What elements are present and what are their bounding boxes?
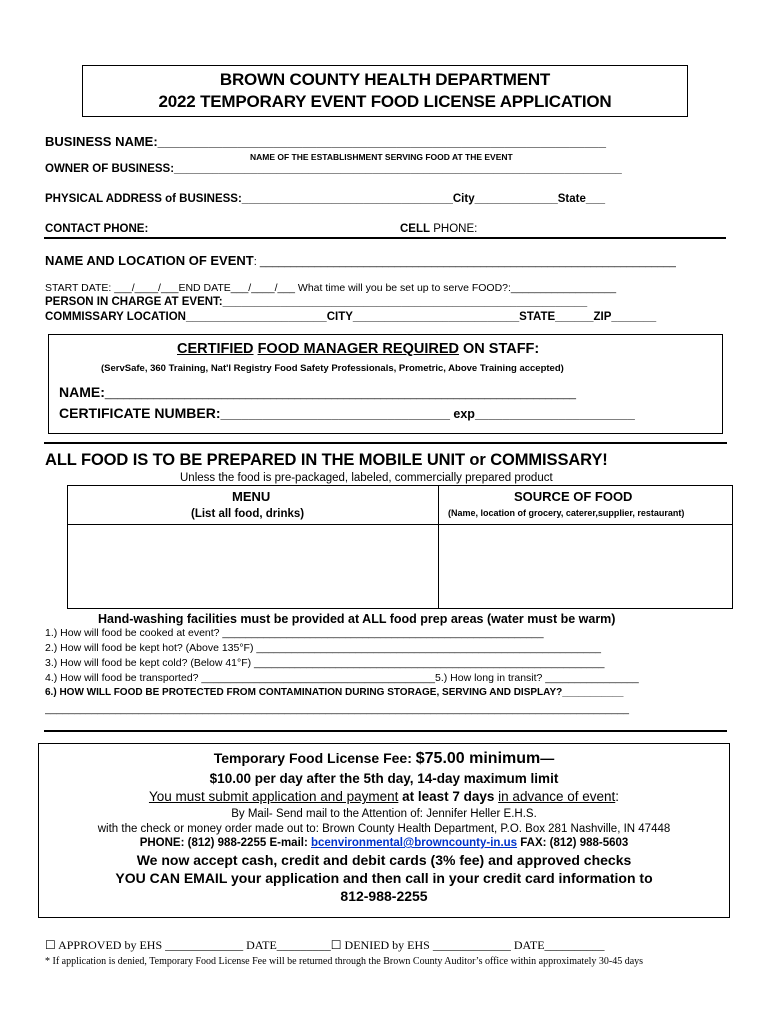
food-prep-subline: Unless the food is pre-packaged, labeled, commercially prepared product (180, 472, 553, 484)
commissary-field[interactable]: COMMISSARY LOCATION______________________CITY__________________________STATE______ZIP_______ (45, 311, 657, 323)
physical-address-field[interactable]: PHYSICAL ADDRESS of BUSINESS:_________________________________City_____________State___ (45, 193, 606, 205)
food-prep-headline: ALL FOOD IS TO BE PREPARED IN THE MOBILE UNIT or COMMISSARY! (45, 451, 608, 469)
cert-number-label: CERTIFICATE NUMBER: (59, 405, 221, 421)
submit-part1: You must submit application and payment (148, 789, 399, 804)
fee-label: Temporary Food License Fee: (213, 750, 416, 766)
submit-part2: at least 7 days (398, 789, 499, 804)
business-name-field[interactable]: BUSINESS NAME:______________________________________________________________ (45, 134, 606, 149)
table-divider-vertical (438, 486, 439, 608)
cert-name-field[interactable] (59, 384, 576, 400)
payment-accept-line: We now accept cash, credit and debit cards (3% fee) and approved checks (136, 852, 632, 868)
question-6[interactable]: 6.) HOW WILL FOOD BE PROTECTED FROM CONTAMINATION DURING STORAGE, SERVING AND DISPLAY?___________ (45, 687, 624, 698)
fee-amount: $75.00 minimum (415, 750, 541, 767)
submit-line (39, 789, 729, 804)
divider-3 (44, 730, 727, 732)
fee-box (38, 743, 730, 918)
fee-line (39, 750, 729, 768)
cell-phone-label[interactable] (400, 223, 477, 235)
fee-dash: — (540, 750, 555, 766)
contact-line (39, 837, 729, 849)
event-name-blank: : ____________________________________________________________________ (253, 256, 676, 268)
denial-note: * If application is denied, Temporary Food License Fee will be returned through the Brown County Auditor’s office within approximately 30-45 days (45, 956, 644, 967)
source-input-area[interactable] (440, 526, 732, 608)
source-subheader: (Name, location of grocery, caterer,supplier, restaurant) (448, 508, 685, 518)
menu-header: MENU (232, 489, 271, 504)
cert-title-staff: ON STAFF: (458, 341, 540, 357)
contact-phone-label[interactable]: CONTACT PHONE: (45, 223, 149, 235)
check-line: with the check or money order made out to: Brown County Health Department, P.O. Box 281 Nashville, IN 47448 (97, 823, 671, 835)
person-in-charge-field[interactable]: PERSON IN CHARGE AT EVENT:_________________________________________________________ (45, 296, 588, 308)
cert-name-blank: _____________________________________________________________________________ (104, 388, 576, 400)
owner-field[interactable]: OWNER OF BUSINESS:______________________________________________________________________ (45, 163, 622, 175)
question-3[interactable]: 3.) How will food be kept cold? (Below 41°F) ____________________________________________________________ (45, 657, 605, 669)
header-box (82, 65, 688, 117)
cert-title (177, 341, 539, 357)
department-title: BROWN COUNTY HEALTH DEPARTMENT (219, 70, 551, 89)
cert-title-required: FOOD MANAGER REQUIRED (257, 341, 459, 357)
call-number: 812-988-2255 (340, 888, 428, 904)
email-link[interactable]: bcenvironmental@browncounty-in.us (310, 837, 518, 849)
divider-1 (44, 237, 726, 239)
cell-rest: PHONE: (430, 223, 478, 235)
cert-number-blank: _________________________________ exp_______________________ (220, 407, 635, 421)
question-4-5[interactable]: 4.) How will food be transported? ________________________________________5.) How long in transit? ________________ (45, 672, 639, 684)
source-header: SOURCE OF FOOD (514, 489, 633, 504)
certification-box (48, 334, 723, 434)
business-name-caption: NAME OF THE ESTABLISHMENT SERVING FOOD AT THE EVENT (250, 152, 513, 162)
submit-part3: in advance of event (498, 789, 616, 804)
cert-name-label: NAME: (59, 384, 105, 400)
menu-subheader: (List all food, drinks) (191, 508, 305, 520)
per-day-line: $10.00 per day after the 5th day, 14-day maximum limit (209, 771, 559, 786)
phone-email-label: PHONE: (812) 988-2255 E-mail: (139, 837, 311, 849)
cert-title-certified: CERTIFIED (177, 341, 254, 357)
email-application-line: YOU CAN EMAIL your application and then call in your credit card information to (115, 870, 653, 886)
cert-number-field[interactable] (59, 405, 635, 421)
cert-accepted: (ServSafe, 360 Training, Nat'l Registry Food Safety Professionals, Prometric, Above Training accepted) (101, 363, 564, 374)
cell-bold: CELL (400, 223, 431, 235)
menu-input-area[interactable] (69, 526, 437, 608)
event-name-location-field[interactable] (45, 253, 676, 268)
event-dates-field[interactable]: START DATE: ___/____/___END DATE___/____/___ What time will you be set up to serve FOOD?:__________________ (45, 282, 617, 294)
approval-line[interactable]: ☐ APPROVED by EHS _____________ DATE_________☐ DENIED by EHS _____________ DATE__________ (45, 938, 605, 952)
question-2[interactable]: 2.) How will food be kept hot? (Above 135°F) ___________________________________________________________ (45, 642, 601, 654)
menu-table (67, 485, 733, 609)
question-6-blank[interactable]: ____________________________________________________________________________________________________ (45, 703, 629, 715)
submit-part4: : (615, 789, 620, 804)
fax-label: FAX: (812) 988-5603 (517, 837, 629, 849)
question-1[interactable]: 1.) How will food be cooked at event? _______________________________________________________ (45, 627, 544, 639)
mail-line: By Mail- Send mail to the Attention of: Jennifer Heller E.H.S. (231, 808, 537, 820)
handwashing-notice: Hand-washing facilities must be provided at ALL food prep areas (water must be warm) (98, 612, 616, 626)
event-name-label: NAME AND LOCATION OF EVENT (45, 253, 254, 268)
table-divider-horizontal (68, 524, 732, 525)
application-title: 2022 TEMPORARY EVENT FOOD LICENSE APPLICATION (158, 92, 612, 111)
divider-2 (44, 442, 727, 444)
